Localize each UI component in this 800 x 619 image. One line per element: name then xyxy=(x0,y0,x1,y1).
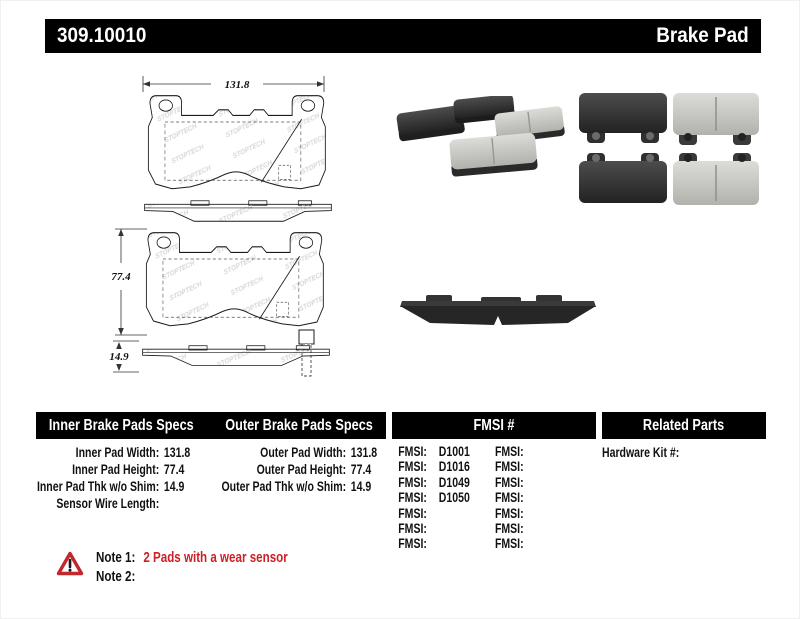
svg-text:77.4: 77.4 xyxy=(111,271,131,283)
notes-section xyxy=(96,549,288,586)
spec-row-hardware-kit: Hardware Kit #: xyxy=(602,445,680,460)
note-1-text: 2 Pads with a wear sensor xyxy=(143,550,288,566)
fmsi-row: FMSI: xyxy=(398,521,427,537)
fmsi-row: FMSI: D1001 xyxy=(398,444,470,459)
spec-row-outer-thickness: Outer Pad Thk w/o Shim: 14.9 xyxy=(221,479,372,494)
note-2-label: Note 2: xyxy=(96,568,136,585)
fmsi-row: FMSI: xyxy=(494,505,524,521)
width-dimension xyxy=(143,76,324,92)
spec-row-inner-height: Inner Pad Height: 77.4 xyxy=(72,462,185,477)
inner-specs-header: Inner Brake Pads Specs xyxy=(48,416,194,434)
pad-photo-back-bottom xyxy=(579,153,667,203)
fmsi-row: FMSI: xyxy=(494,521,524,537)
pad-photo-back-top xyxy=(579,93,667,143)
fmsi-row: FMSI: xyxy=(494,536,524,552)
technical-drawings xyxy=(31,58,381,403)
spec-row-inner-thickness: Inner Pad Thk w/o Shim: 14.9 xyxy=(36,479,185,494)
fmsi-row: FMSI: D1049 xyxy=(398,474,470,490)
pad-photo-friction-bottom xyxy=(673,153,759,205)
spec-row-inner-width: Inner Pad Width: 131.8 xyxy=(75,445,191,460)
fmsi-row: FMSI: xyxy=(398,536,427,552)
related-parts-header: Related Parts xyxy=(643,416,725,434)
note-1-label: Note 1: xyxy=(96,550,136,566)
spec-row-outer-width: Outer Pad Width: 131.8 xyxy=(260,445,378,460)
spec-row-outer-height: Outer Pad Height: 77.4 xyxy=(256,462,372,477)
note-1 xyxy=(96,549,288,568)
pad-photo-friction-top xyxy=(673,93,759,145)
header-bar xyxy=(45,19,761,53)
fmsi-column xyxy=(392,444,603,552)
svg-text:14.9: 14.9 xyxy=(109,351,129,363)
fmsi-row: FMSI: xyxy=(494,459,524,475)
fmsi-subcolumn-1 xyxy=(398,444,495,552)
part-number: 309.10010 xyxy=(57,24,147,47)
fmsi-header-bar xyxy=(392,412,596,439)
brake-pads-angled-photo xyxy=(391,96,596,191)
note-2 xyxy=(96,568,288,587)
fmsi-row: FMSI: xyxy=(494,474,524,490)
outer-specs-header: Outer Brake Pads Specs xyxy=(225,416,374,434)
brake-pads-grid-photo xyxy=(577,89,767,209)
fmsi-row: FMSI: xyxy=(494,444,524,459)
page-title: Brake Pad xyxy=(656,24,749,47)
pads-specs-header-bar xyxy=(36,412,386,439)
thickness-dimension xyxy=(109,341,139,372)
fmsi-row: FMSI: xyxy=(494,490,524,506)
fmsi-row: FMSI: D1050 xyxy=(398,490,470,506)
fmsi-subcolumn-2 xyxy=(495,444,536,552)
warning-icon xyxy=(56,551,84,577)
fmsi-row: FMSI: xyxy=(398,505,427,521)
fmsi-header: FMSI # xyxy=(473,416,515,434)
brake-pad-edge-photo xyxy=(396,289,601,344)
fmsi-row: FMSI: D1016 xyxy=(398,459,470,475)
svg-text:131.8: 131.8 xyxy=(224,79,250,91)
height-dimension xyxy=(111,229,147,335)
related-parts-header-bar xyxy=(602,412,766,439)
pad-photo-light-2 xyxy=(449,133,538,177)
outer-specs-column xyxy=(201,444,404,495)
related-parts-column xyxy=(602,444,766,461)
spec-row-sensor-wire-length: Sensor Wire Length: xyxy=(56,496,160,511)
